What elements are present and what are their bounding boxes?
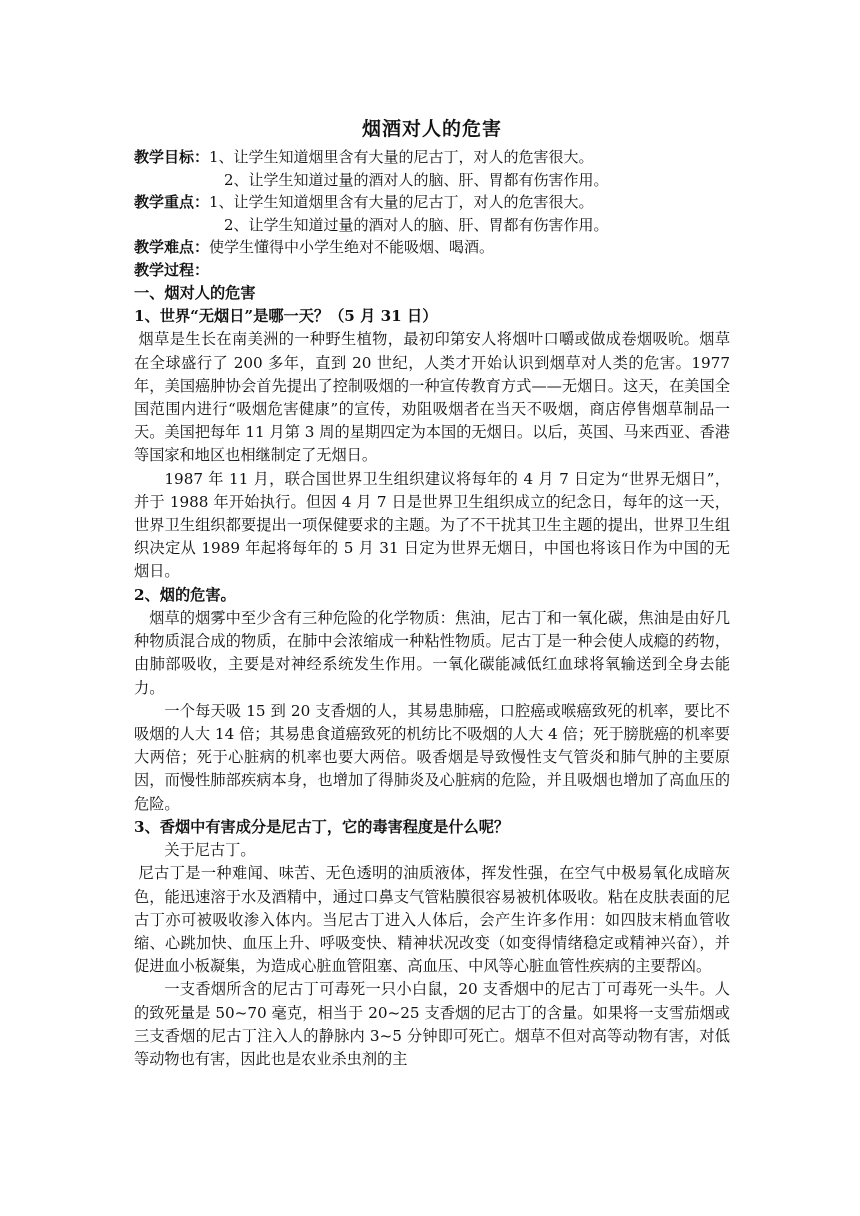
teaching-key-points (134, 191, 730, 236)
key-point-item-2: 2、让学生知道过量的酒对人的脑、肝、胃都有伤害作用。 (224, 215, 609, 234)
objective-item-1: 1、让学生知道烟里含有大量的尼古丁，对人的危害很大。 (209, 148, 594, 166)
subsection-2-heading: 2、烟的危害。 (134, 585, 236, 604)
subsection-3-intro: 关于尼古丁。 (164, 841, 256, 860)
process-label: 教学过程： (134, 260, 210, 279)
document-body (134, 112, 730, 1071)
subsection-2-paragraph-1: 烟草的烟雾中至少含有三种危险的化学物质：焦油，尼古丁和一氧化碳，焦油是由好几种物质混合成的物质，在肺中会浓缩成一种粘性物质。尼古丁是一种会使人成瘾的药物，由肺部吸收，主要是对神经系统发生作用。一氧化碳能减低红血球将氧输送到全身去能力。 (134, 609, 730, 697)
section-1-heading: 一、烟对人的危害 (134, 283, 256, 302)
key-points-label: 教学重点： (134, 193, 210, 212)
subsection-3-heading: 3、香烟中有害成分是尼古丁，它的毒害程度是什么呢？ (134, 817, 510, 836)
difficulty-text: 使学生懂得中小学生绝对不能吸烟、喝酒。 (209, 238, 495, 257)
subsection-1-paragraph-2: 1987 年 11 月，联合国世界卫生组织建议将每年的 4 月 7 日定为“世界无烟日”，并于 1988 年开始执行。但因 4 月 7 日是世界卫生组织成立的纪念日，每年的这一天，世界卫生组织都要提出一项保健要求的主题。为了不干扰其卫生主题的提出，世界卫生组织决定从 1989 年起将每年的 5 月 31 日定为世界无烟日，中国也将该日作为中国的无烟日。 (134, 469, 730, 581)
difficulty-label: 教学难点： (134, 238, 210, 257)
teaching-difficulty (134, 236, 730, 259)
objective-item-2: 2、让学生知道过量的酒对人的脑、肝、胃都有伤害作用。 (224, 170, 609, 189)
subsection-3-paragraph-2: 一支香烟所含的尼古丁可毒死一只小白鼠，20 支香烟中的尼古丁可毒死一头牛。人的致死量是 50~70 毫克，相当于 20~25 支香烟的尼古丁的含量。如果将一支雪茄烟或三支香烟的尼古丁注入人的静脉内 3~5 分钟即可死亡。烟草不但对高等动物有害，对低等动物也有害，因此也是农业杀虫剂的主 (134, 980, 730, 1069)
teaching-objectives (134, 146, 730, 191)
subsection-1-heading: 1、世界“无烟日”是哪一天？（5 月 31 日） (134, 306, 438, 325)
subsection-1-paragraph-1: 烟草是生长在南美洲的一种野生植物，最初印第安人将烟叶口嚼或做成卷烟吸吮。烟草在全球盛行了 200 多年，直到 20 世纪，人类才开始认识到烟草对人类的危害。1977 年，美国癌肿协会首先提出了控制吸烟的一种宣传教育方式——无烟日。这天，在美国全国范围内进行“吸烟危害健康”的宣传，劝阻吸烟者在当天不吸烟，商店停售烟草制品一天。美国把每年 11 月第 3 周的星期四定为本国的无烟日。以后，英国、马来西亚、香港等国家和地区也相继制定了无烟日。 (134, 330, 730, 465)
document-title: 烟酒对人的危害 (361, 118, 502, 140)
objectives-label: 教学目标： (134, 148, 210, 166)
subsection-3-paragraph-1: 尼古丁是一种难闻、味苦、无色透明的油质液体，挥发性强，在空气中极易氧化成暗灰色，能迅速溶于水及酒精中，通过口鼻支气管粘膜很容易被机体吸收。粘在皮肤表面的尼古丁亦可被吸收渗入体内。当尼古丁进入人体后，会产生许多作用：如四肢末梢血管收缩、心跳加快、血压上升、呼吸变快、精神状况改变（如变得情绪稳定或精神兴奋），并促进血小板凝集，为造成心脏血管阻塞、高血压、中风等心脏血管性疾病的主要帮凶。 (134, 864, 730, 976)
key-point-item-1: 1、让学生知道烟里含有大量的尼古丁，对人的危害很大。 (209, 193, 594, 212)
subsection-2-paragraph-2: 一个每天吸 15 到 20 支香烟的人，其易患肺癌，口腔癌或喉癌致死的机率，要比不吸烟的人大 14 倍；其易患食道癌致死的机纺比不吸烟的人大 4 倍；死于膀胱癌的机率要大两倍；死于心脏病的机率也要大两倍。吸香烟是导致慢性支气管炎和肺气肿的主要原因，而慢性肺部疾病本身，也增加了得肺炎及心脏病的危险，并且吸烟也增加了高血压的危险。 (134, 701, 730, 813)
